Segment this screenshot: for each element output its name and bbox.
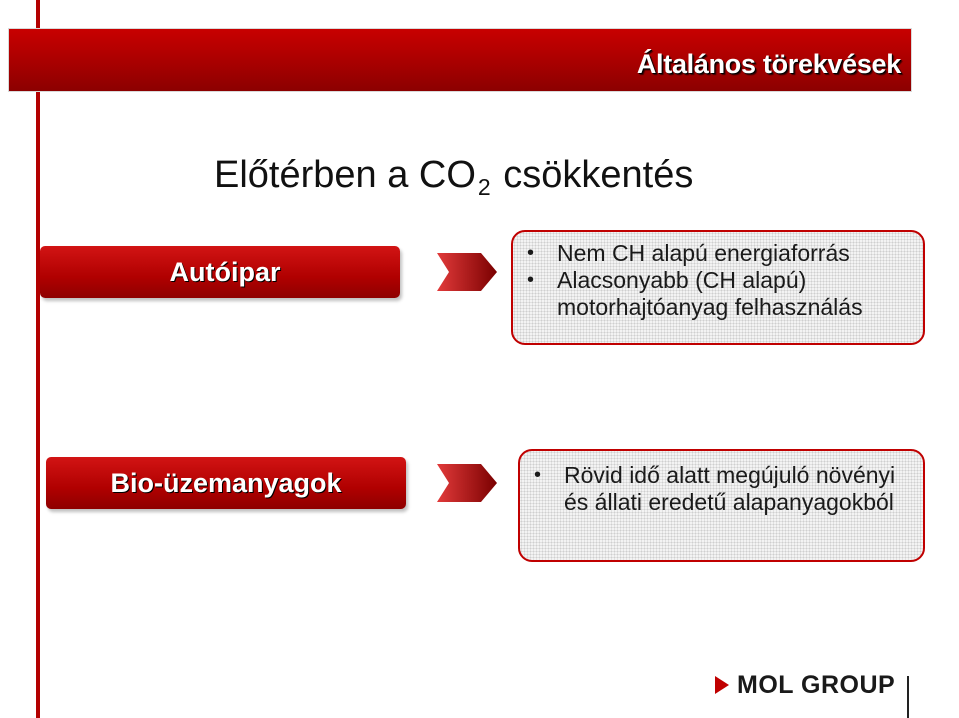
mol-group-logo	[715, 670, 895, 700]
category-label-text: Autóipar	[169, 256, 281, 287]
left-accent-rule	[36, 0, 40, 718]
info-box-bio-uzemanyagok	[518, 449, 925, 562]
category-label-text: Bio-üzemanyagok	[110, 467, 342, 498]
title-bar	[8, 28, 912, 92]
arrow-right-icon	[437, 253, 497, 291]
info-box-autoipar	[511, 230, 925, 345]
bullet-item: • Alacsonyabb (CH alapú) motorhajtóanyag felhasználás	[527, 267, 913, 321]
subtitle-text-end: csökkentés	[492, 154, 694, 196]
logo-divider	[907, 676, 909, 718]
triangle-right-icon	[715, 676, 729, 694]
subtitle-subscript: 2	[477, 174, 491, 200]
bullet-list	[527, 240, 913, 321]
category-label-bio-uzemanyagok	[46, 457, 406, 509]
subtitle-text: Előtérben a CO	[214, 154, 476, 196]
arrow-right-icon	[437, 464, 497, 502]
bullet-list	[534, 462, 913, 516]
category-label-autoipar	[40, 246, 400, 298]
bullet-item: • Nem CH alapú energiaforrás	[527, 240, 913, 267]
bullet-item: • Rövid idő alatt megújuló növényi és állati eredetű alapanyagokból	[534, 462, 913, 516]
logo-text: MOL GROUP	[737, 670, 896, 699]
slide-subtitle	[214, 154, 693, 201]
slide-title: Általános törekvések	[636, 49, 901, 79]
